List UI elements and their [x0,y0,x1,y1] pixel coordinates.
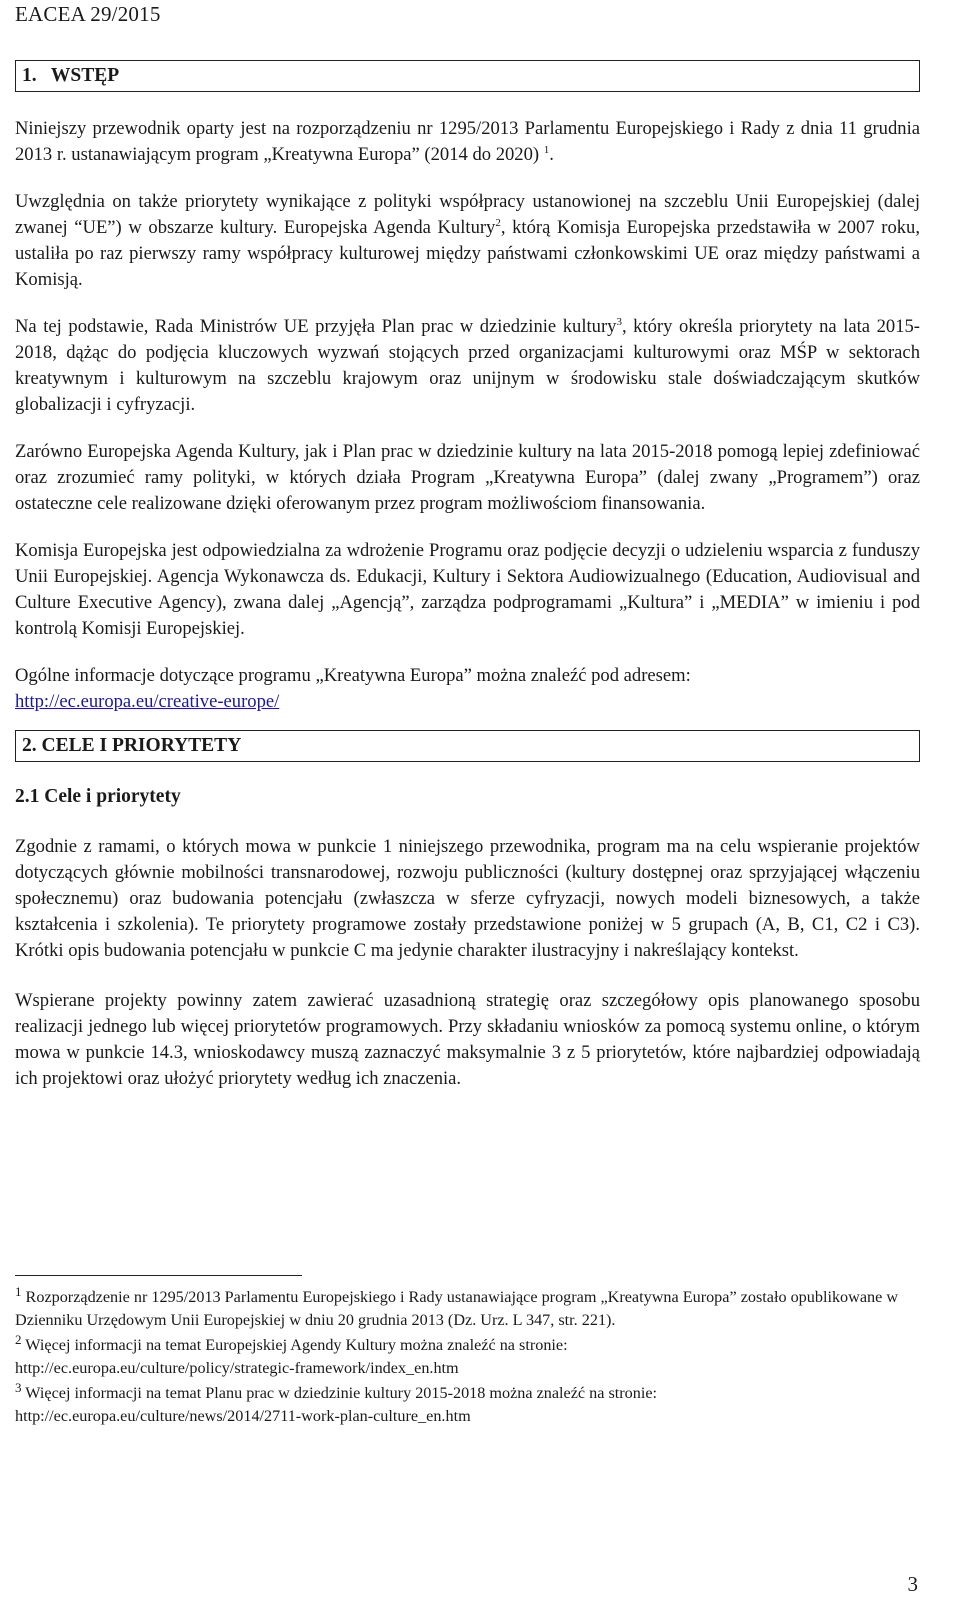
subsection-heading-goals: 2.1 Cele i priorytety [15,786,181,807]
footnote-ref-2[interactable]: 2 [495,216,501,229]
document-page [15,0,920,1092]
section-heading-wstep: 1. WSTĘP [15,60,920,92]
document-reference: EACEA 29/2015 [15,2,161,26]
paragraph-commission-agency: Komisja Europejska jest odpowiedzialna za wdrożenie Programu oraz podjęcie decyzji o udzieleniu wsparcia z funduszy Unii Europejskiej. Agencja Wykonawcza ds. Edukacji, Kultury i Sektora Audiowizualnego (Education, Audiovisual and Culture Executive Agency), zwana dalej „Agencją”, zarządza podprogramami „Kultura” i „MEDIA” w imieniu i pod kontrolą Komisji Europejskiej. [15,540,920,639]
footnote-ref-1[interactable]: 1 [543,143,550,156]
section-heading-goals: 2. CELE I PRIORYTETY [15,730,920,762]
paragraph-intro-regulation: Niniejszy przewodnik oparty jest na rozporządzeniu nr 1295/2013 Parlamentu Europejskiego i Rady z dnia 11 grudnia 2013 r. ustanawiającym program „Kreatywna Europa” (2014 do 2020) $^1$. [15,118,920,165]
footnotes [15,1286,920,1428]
paragraph-program-goals: Zgodnie z ramami, o których mowa w punkcie 1 niniejszego przewodnika, program ma na celu wspieranie projektów dotyczących głównie mobilności transnarodowej, rozwoju publiczności (kultury dostępnej oraz sprzyjającej włączeniu społecznemu) oraz budowania potencjału (zwłaszcza w sferze cyfryzacji, nowych modeli biznesowych, a także kształcenia i szkolenia). Te priorytety programowe zostały przedstawione poniżej w 5 grupach (A, B, C1, C2 i C3). Krótki opis budowania potencjału w punkcie C ma jedynie charakter ilustracyjny i nakreślający kontekst. [15,836,920,961]
paragraph-supported-projects: Wspierane projekty powinny zatem zawierać uzasadnioną strategię oraz szczegółowy opis planowanego sposobu realizacji jednego lub więcej priorytetów programowych. Przy składaniu wniosków za pomocą systemu online, o którym mowa w punkcie 14.3, wnioskodawcy muszą zaznaczyć maksymalnie 3 z 5 priorytetów, które najbardziej odpowiadają ich projektowi oraz ułożyć priorytety według ich znaczenia. [15,990,920,1089]
footnote-ref-3[interactable]: 3 [616,315,622,328]
paragraph-eu-priorities: Uwzględnia on także priorytety wynikające z polityki współpracy ustanowionej na szczeblu Unii Europejskiej (dalej zwanej “UE”) w obszarze kultury. Europejska Agenda Kultury$^2$, którą Komisja Europejska przedstawiła w 2007 roku, ustaliła po raz pierwszy ramy współpracy kulturowej między państwami członkowskimi UE oraz między państwami a Komisją. [15,191,920,290]
paragraph-general-info: Ogólne informacje dotyczące programu „Kreatywna Europa” można znaleźć pod adresem: http://ec.europa.eu/creative-europe/ [15,665,691,712]
paragraph-council-plan: Na tej podstawie, Rada Ministrów UE przyjęła Plan prac w dziedzinie kultury$^3$, który określa priorytety na lata 2015-2018, dążąc do podjęcia kluczowych wyzwań stojących przed organizacjami kulturowymi oraz MŚP w sektorach kreatywnym i kulturowym na szczeblu krajowym oraz unijnym w środowisku stale doświadczającym skutków globalizacji i cyfryzacji. [15,315,920,415]
footnote-2: $^2$ Więcej informacji na temat Europejskiej Agendy Kultury można znaleźć na stronie: http://ec.europa.eu/culture/policy/strategic-framework/index_en.htm [15,1332,568,1377]
footnote-2-url[interactable]: http://ec.europa.eu/culture/policy/strategic-framework/index_en.htm [15,1359,459,1377]
footnote-3-url[interactable]: http://ec.europa.eu/culture/news/2014/2711-work-plan-culture_en.htm [15,1407,471,1425]
creative-europe-link[interactable]: http://ec.europa.eu/creative-europe/ [15,691,280,712]
paragraph-agenda-framework: Zarówno Europejska Agenda Kultury, jak i Plan prac w dziedzinie kultury na lata 2015-2018 pomogą lepiej zdefiniować oraz zrozumieć ramy polityki, w których działa Program „Kreatywna Europa” (dalej zwany „Programem”) oraz ostateczne cele realizowane dzięki oferowanym przez program możliwościom finansowania. [15,441,920,514]
footnote-1: $^1$ Rozporządzenie nr 1295/2013 Parlamentu Europejskiego i Rady ustanawiające program „Kreatywna Europa” zostało opublikowane w Dzienniku Urzędowym Unii Europejskiej w dniu 20 grudnia 2013 (Dz. Urz. L 347, str. 221). [15,1284,899,1329]
footnote-3: $^3$ Więcej informacji na temat Planu prac w dziedzinie kultury 2015-2018 można znaleźć na stronie: http://ec.europa.eu/culture/news/2014/2711-work-plan-culture_en.htm [15,1380,658,1425]
footnote-separator [15,1275,302,1276]
page-number: 3 [907,1572,918,1596]
